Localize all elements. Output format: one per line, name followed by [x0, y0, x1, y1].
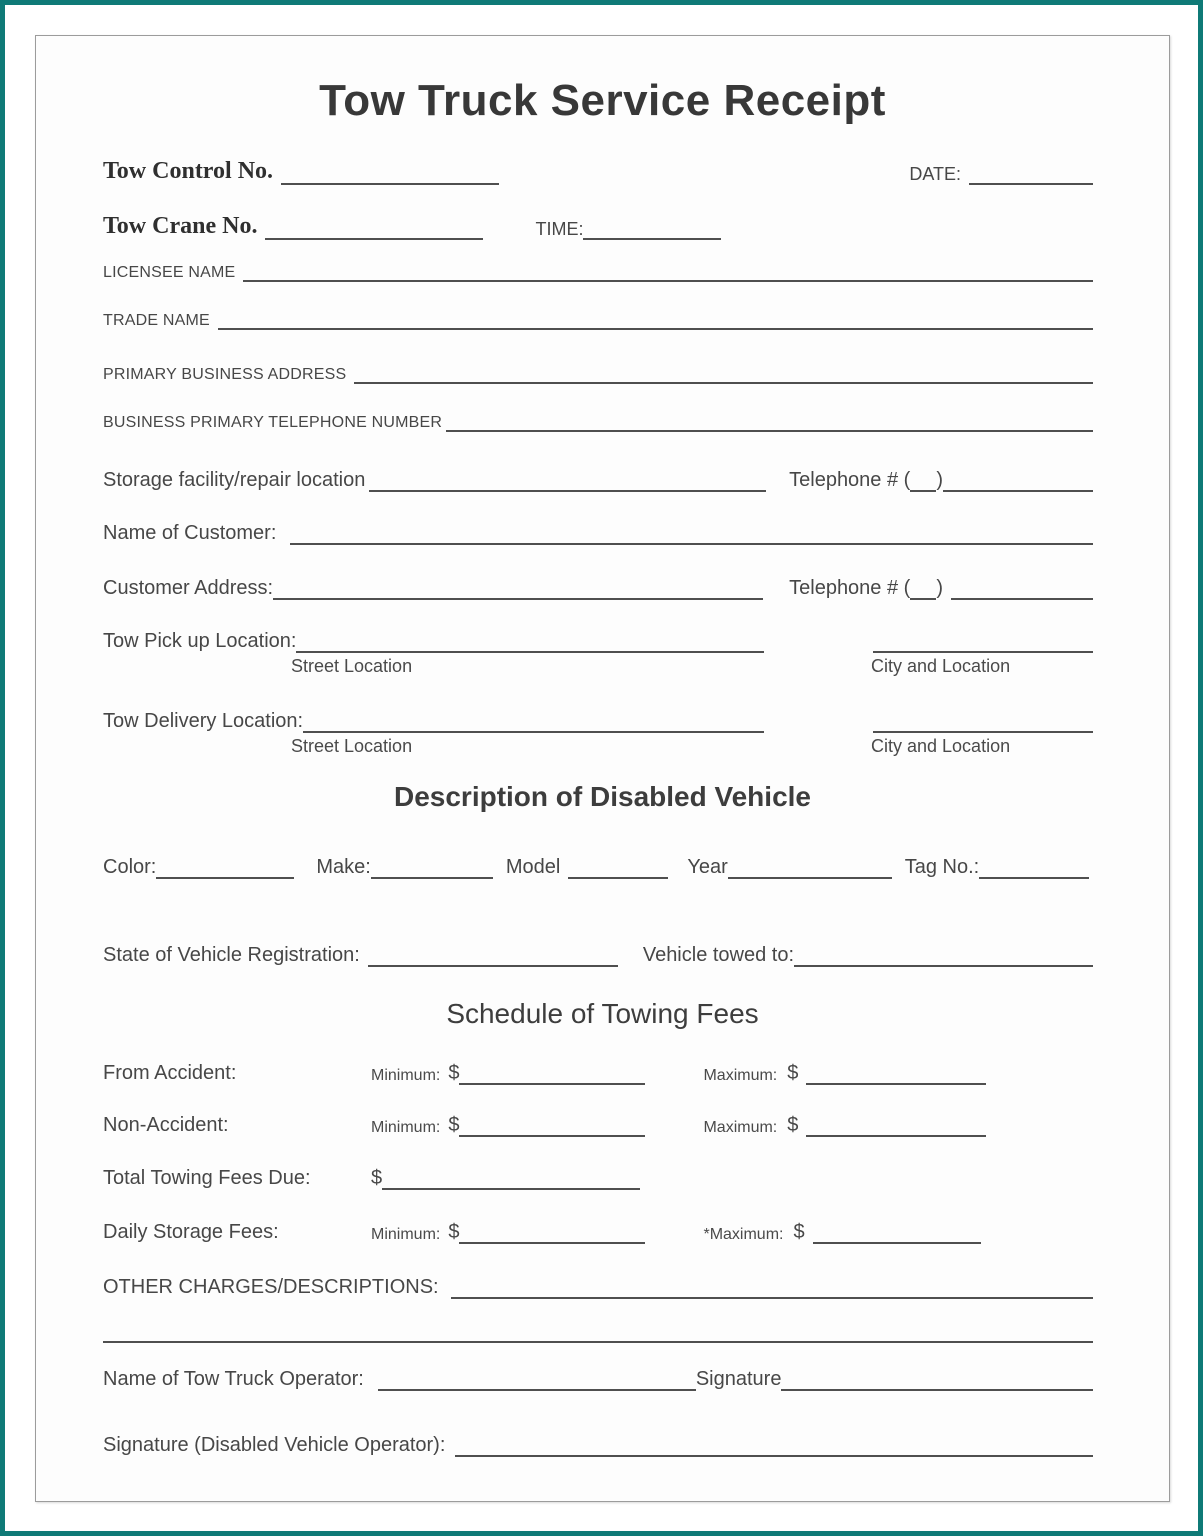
daily-storage-max-currency: $ [793, 1221, 805, 1243]
vehicle-model-fill-line [568, 863, 668, 879]
other-charges-label: OTHER CHARGES/DESCRIPTIONS: [103, 1276, 439, 1298]
other-charges-fill-line [451, 1283, 1093, 1299]
daily-storage-max-label: *Maximum: [703, 1226, 784, 1243]
non-accident-min-fill-line [459, 1121, 645, 1137]
disabled-operator-signature-row [103, 1434, 1093, 1457]
vehicle-tag-label: Tag No.: [904, 856, 980, 878]
storage-telephone-label: Telephone # ( [789, 469, 911, 491]
storage-telephone-close: ) [936, 469, 943, 491]
business-phone-fill-line [446, 416, 1093, 432]
tow-crane-label: Tow Crane No. [103, 213, 258, 239]
daily-storage-label: Daily Storage Fees: [103, 1221, 279, 1243]
registration-label: State of Vehicle Registration: [103, 944, 360, 966]
non-accident-min-currency: $ [448, 1114, 460, 1136]
registration-row [103, 944, 1093, 967]
storage-facility-label: Storage facility/repair location [103, 469, 366, 491]
vehicle-year-label: Year [687, 856, 728, 878]
vehicle-model-label: Model [505, 856, 561, 878]
receipt-page [35, 35, 1170, 1502]
date-fill-line [969, 169, 1093, 185]
trade-name-row [103, 312, 1093, 330]
total-fees-fill-line [382, 1174, 640, 1190]
business-phone-row [103, 414, 1093, 432]
total-fees-currency: $ [371, 1167, 383, 1189]
customer-name-row [103, 522, 1093, 545]
vehicle-make-fill-line [371, 863, 493, 879]
total-fees-label: Total Towing Fees Due: [103, 1167, 311, 1189]
date-label: DATE: [909, 164, 961, 184]
customer-name-label: Name of Customer: [103, 522, 277, 544]
vehicle-section-heading: Description of Disabled Vehicle [393, 781, 811, 812]
vehicle-tag-fill-line [979, 863, 1089, 879]
pickup-street-caption: Street Location [291, 656, 413, 676]
from-accident-min-fill-line [459, 1069, 645, 1085]
tow-crane-fill-line [265, 224, 483, 240]
vehicle-make-label: Make: [316, 856, 371, 878]
operator-signature-label: Signature [695, 1368, 782, 1390]
from-accident-min-label: Minimum: [371, 1067, 441, 1084]
non-accident-max-fill-line [806, 1121, 986, 1137]
operator-name-label: Name of Tow Truck Operator: [103, 1368, 364, 1390]
non-accident-min-label: Minimum: [371, 1119, 441, 1136]
business-address-row [103, 366, 1093, 384]
vehicle-color-fill-line [156, 863, 294, 879]
pickup-city-caption: City and Location [871, 656, 1011, 676]
storage-facility-fill-line [369, 476, 766, 492]
customer-address-row [103, 577, 1093, 600]
delivery-city-caption: City and Location [871, 736, 1011, 756]
from-accident-max-currency: $ [787, 1062, 799, 1084]
vehicle-year-fill-line [728, 863, 892, 879]
time-fill-line [583, 224, 721, 240]
tow-crane-row [103, 213, 1093, 240]
fees-section-heading: Schedule of Towing Fees [446, 998, 759, 1029]
trade-name-fill-line [218, 314, 1093, 330]
vehicle-color-label: Color: [103, 856, 157, 878]
business-address-fill-line [354, 368, 1093, 384]
total-fees-row [103, 1167, 1093, 1190]
delivery-street-fill-line [303, 717, 764, 733]
towed-to-fill-line [794, 951, 1093, 967]
fee-row-from-accident [103, 1062, 1093, 1085]
fee-row-non-accident [103, 1114, 1093, 1137]
disabled-operator-signature-fill-line [455, 1441, 1093, 1457]
delivery-city-fill-line [873, 717, 1093, 733]
non-accident-max-label: Maximum: [703, 1119, 778, 1136]
other-charges-row [103, 1276, 1093, 1299]
delivery-location-row [103, 710, 1093, 733]
non-accident-label: Non-Accident: [103, 1114, 229, 1136]
storage-facility-row [103, 469, 1093, 492]
from-accident-min-currency: $ [448, 1062, 460, 1084]
operator-signature-fill-line [781, 1375, 1093, 1391]
customer-area-code-fill-line [910, 584, 936, 600]
licensee-fill-line [243, 266, 1093, 282]
daily-storage-min-fill-line [459, 1228, 645, 1244]
customer-address-fill-line [273, 584, 763, 600]
operator-name-fill-line [378, 1375, 696, 1391]
from-accident-max-label: Maximum: [703, 1067, 778, 1084]
business-phone-label: BUSINESS PRIMARY TELEPHONE NUMBER [103, 414, 443, 431]
pickup-location-label: Tow Pick up Location: [103, 630, 297, 652]
business-address-label: PRIMARY BUSINESS ADDRESS [103, 366, 347, 383]
vehicle-description-row [103, 856, 1093, 879]
pickup-street-fill-line [296, 637, 764, 653]
customer-telephone-label: Telephone # ( [789, 577, 911, 599]
disabled-operator-signature-label: Signature (Disabled Vehicle Operator): [103, 1434, 446, 1456]
customer-address-label: Customer Address: [103, 577, 274, 599]
trade-name-label: TRADE NAME [103, 312, 210, 329]
registration-fill-line [368, 951, 618, 967]
from-accident-max-fill-line [806, 1069, 986, 1085]
operator-signature-row [103, 1368, 1093, 1391]
customer-name-fill-line [290, 529, 1093, 545]
page-title: Tow Truck Service Receipt [319, 76, 886, 125]
non-accident-max-currency: $ [787, 1114, 799, 1136]
pickup-location-row [103, 630, 1093, 653]
tow-control-label: Tow Control No. [103, 158, 274, 184]
daily-storage-row [103, 1221, 1093, 1244]
other-charges-continuation-line [103, 1321, 1093, 1343]
daily-storage-min-currency: $ [448, 1221, 460, 1243]
towed-to-label: Vehicle towed to: [642, 944, 795, 966]
tow-control-row [103, 158, 1093, 185]
storage-area-code-fill-line [910, 476, 936, 492]
licensee-row [103, 264, 1093, 282]
licensee-label: LICENSEE NAME [103, 264, 236, 281]
customer-telephone-close: ) [936, 577, 943, 599]
daily-storage-min-label: Minimum: [371, 1226, 441, 1243]
customer-telephone-fill-line [951, 584, 1093, 600]
delivery-location-label: Tow Delivery Location: [103, 710, 304, 732]
daily-storage-max-fill-line [813, 1228, 981, 1244]
time-label: TIME: [535, 219, 584, 239]
pickup-city-fill-line [873, 637, 1093, 653]
delivery-street-caption: Street Location [291, 736, 413, 756]
storage-telephone-fill-line [943, 476, 1093, 492]
tow-control-fill-line [281, 169, 499, 185]
from-accident-label: From Accident: [103, 1062, 237, 1084]
